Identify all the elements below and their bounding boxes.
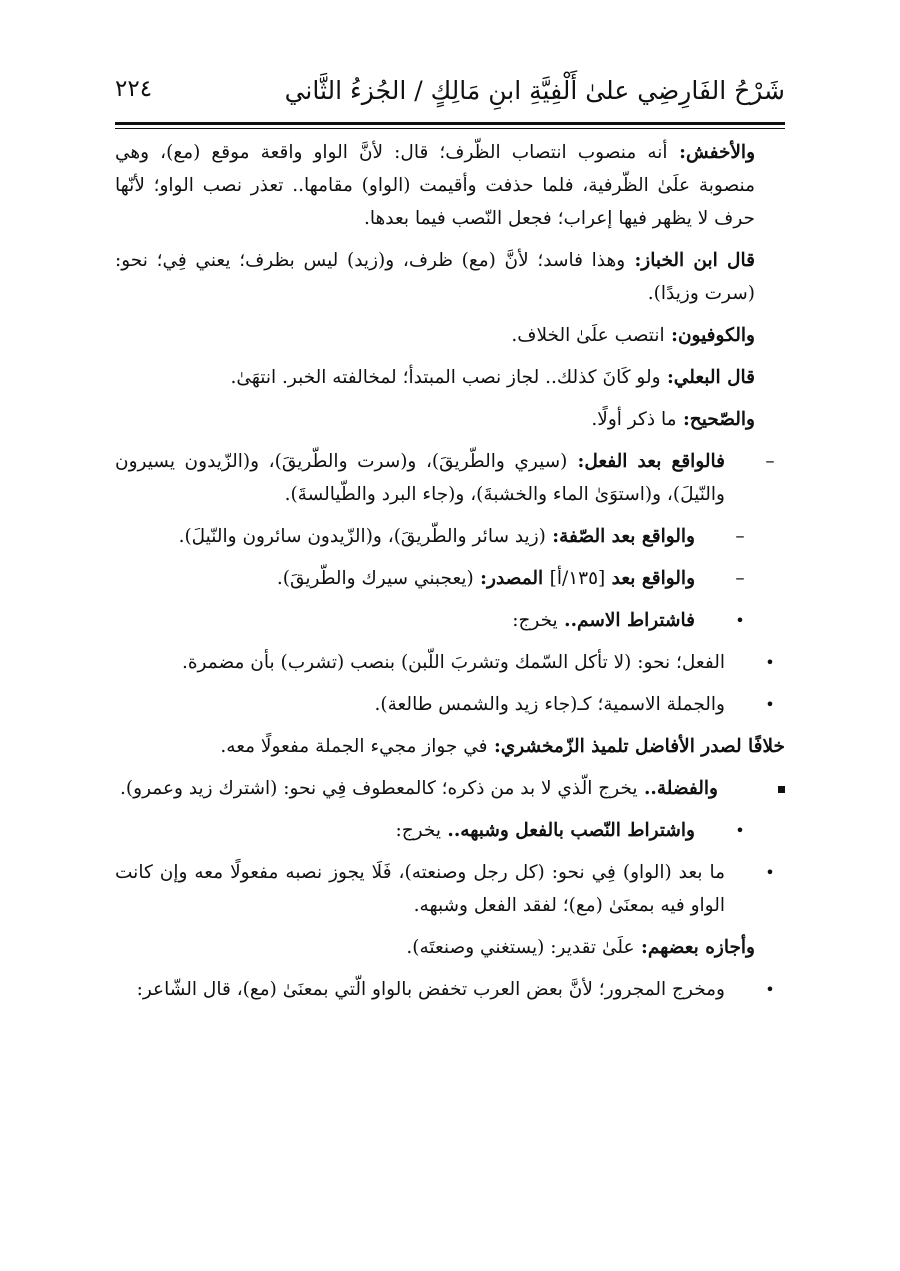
- paragraph-sahih: [115, 403, 785, 436]
- item-text: يخرج:: [512, 610, 558, 631]
- item-text: يخرج الّذي لا بد من ذكره؛ كالمعطوف فِي نحو: (اشترك زيد وعمرو).: [120, 778, 638, 799]
- page-body: [115, 136, 785, 1006]
- bullet-marker: •: [735, 821, 745, 840]
- item-text: (زيد سائر والطّريقَ)، و(الزّيدون سائرون والنّيلَ).: [178, 526, 546, 547]
- item-lead: فاشتراط الاسم..: [557, 610, 695, 631]
- paragraph-akhfash: [115, 136, 785, 235]
- item-lead: واشتراط النّصب بالفعل وشبهه..: [440, 820, 695, 841]
- paragraph-lead: قال ابن الخباز:: [625, 250, 755, 271]
- item-lead: والفضلة..: [637, 778, 718, 799]
- bullet-item-majrur: [115, 973, 785, 1006]
- paragraph-ibn-khabbaz: [115, 244, 785, 310]
- bullet-item-verb: [115, 646, 785, 679]
- dash-item-after-masdar: [115, 562, 785, 595]
- bullet-item-nasb-condition: [115, 814, 785, 847]
- paragraph-text: ولو كَانَ كذلك.. لجاز نصب المبتدأ؛ لمخالفته الخبر. انتهَىٰ.: [230, 367, 661, 388]
- bullet-marker: •: [765, 980, 775, 999]
- manuscript-reference: [١٣٥/أ]: [549, 568, 606, 589]
- paragraph-lead: والأخفش:: [667, 142, 755, 163]
- dash-marker: –: [735, 568, 745, 589]
- bullet-marker: •: [765, 695, 775, 714]
- header-rule-thin: [115, 128, 785, 129]
- item-text: ما بعد (الواو) فِي نحو: (كل رجل وصنعته)، فَلَا يجوز نصبه مفعولًا معه وإن كانت الواو فيه بمعنَىٰ (مع)؛ لفقد الفعل وشبهه.: [115, 862, 725, 916]
- square-marker: [778, 786, 785, 793]
- paragraph-text: وهذا فاسد؛ لأنَّ (مع) ظرف، و(زيد) ليس بظرف؛ يعني فِي؛ نحو: (سرت وزيدًا).: [115, 250, 755, 304]
- dash-item-after-verb: [115, 445, 785, 511]
- item-text: ومخرج المجرور؛ لأنَّ بعض العرب تخفض بالواو الّتي بمعنَىٰ (مع)، قال الشّاعر:: [136, 979, 725, 1000]
- item-lead: فالواقع بعد الفعل:: [567, 451, 725, 472]
- paragraph-kufiyun: [115, 319, 785, 352]
- paragraph-text: ما ذكر أولًا.: [591, 409, 677, 430]
- paragraph-text: في جواز مجيء الجملة مفعولًا معه.: [220, 736, 488, 757]
- paragraph-text: انتصب علَىٰ الخلاف.: [511, 325, 665, 346]
- item-lead: المصدر:: [473, 568, 550, 589]
- header-rule-thick: [115, 122, 785, 125]
- page-number: ٢٢٤: [115, 76, 153, 102]
- paragraph-lead: قال البعلي:: [660, 367, 755, 388]
- paragraph-lead: خلافًا لصدر الأفاضل تلميذ الزّمخشري:: [487, 736, 785, 757]
- paragraph-text: علَىٰ تقدير: (يستغني وصنعتَه).: [406, 937, 635, 958]
- dash-marker: –: [765, 451, 775, 472]
- paragraph-lead: والصّحيح:: [676, 409, 755, 430]
- item-text: (يعجبني سيرك والطّريقَ).: [276, 568, 474, 589]
- page-header: [115, 62, 785, 118]
- paragraph-ajazahu: [115, 931, 785, 964]
- item-text: الفعل؛ نحو: (لا تأكل السّمك وتشربَ اللّبن) بنصب (تشرب) بأن مضمرة.: [181, 652, 725, 673]
- item-text: (سيري والطّريقَ)، و(سرت والطّريقَ)، و(الزّيدون يسيرون والنّيلَ)، و(استوَىٰ الماء والخشبةَ)، و(جاء البرد والطّيالسةَ).: [115, 451, 725, 505]
- bullet-marker: •: [765, 653, 775, 672]
- item-text: يخرج:: [395, 820, 441, 841]
- paragraph-lead: والكوفيون:: [664, 325, 755, 346]
- bullet-item-noun-condition: [115, 604, 785, 637]
- item-text: والجملة الاسمية؛ كـ(جاء زيد والشمس طالعة).: [374, 694, 725, 715]
- paragraph-text: أنه منصوب انتصاب الظّرف؛ قال: لأنَّ الواو واقعة موقع (مع)، وهي منصوبة علَىٰ الظّرفية، فلما حذفت وأقيمت (الواو) مقامها.. تعذر نصب الواو؛ لأنّها حرف لا يظهر فيها إعراب؛ فجعل النّصب فيما بعدها.: [115, 142, 755, 229]
- item-lead: والواقع بعد: [605, 568, 695, 589]
- running-title: شَرْحُ الفَارِضِي علىٰ أَلْفِيَّةِ ابنِ مَالِكٍ / الجُزءُ الثَّاني: [284, 76, 785, 105]
- paragraph-baali: [115, 361, 785, 394]
- paragraph-lead: وأجازه بعضهم:: [634, 937, 755, 958]
- bullet-item-nominal-sentence: [115, 688, 785, 721]
- paragraph-sadr-al-afadil: [115, 730, 785, 763]
- square-item-fadla: [115, 772, 785, 805]
- dash-item-after-adjective: [115, 520, 785, 553]
- bullet-marker: •: [765, 863, 775, 882]
- item-lead: والواقع بعد الصّفة:: [545, 526, 695, 547]
- dash-marker: –: [735, 526, 745, 547]
- bullet-item-after-waw: [115, 856, 785, 922]
- bullet-marker: •: [735, 611, 745, 630]
